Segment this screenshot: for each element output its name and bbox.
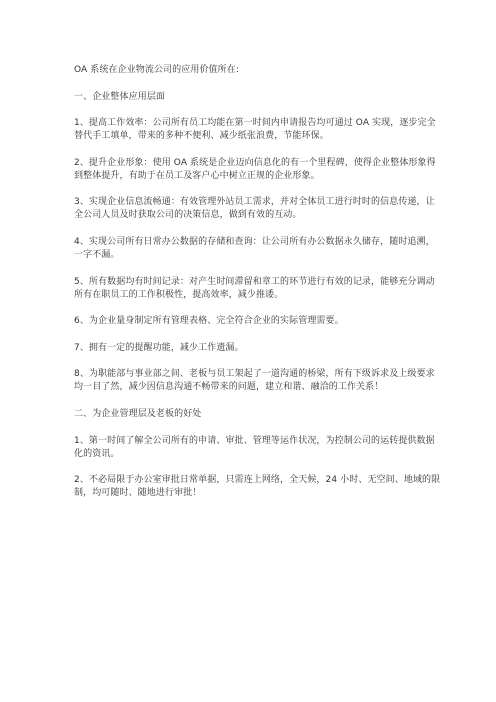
section-heading: 一、企业整体应用层面 <box>74 91 166 102</box>
paragraph-line: 4、实现公司所有日常办公数据的存储和查询：让公司所有办公数据永久储存，随时追溯， <box>74 236 435 247</box>
paragraph-8 <box>74 368 435 394</box>
paragraph-line: 化的资讯。 <box>74 448 120 459</box>
paragraph-line: 2、提升企业形象：使用 OA 系统是企业迈向信息化的有一个里程碑，使得企业整体形象得 <box>74 157 436 168</box>
paragraph-line: 替代手工填单，带来的多种不便利、减少纸张浪费，节能环保。 <box>74 131 329 142</box>
paragraph-line: 所有在职员工的工作积极性，提高效率，减少推诿。 <box>74 289 284 300</box>
section-2 <box>74 408 441 500</box>
paragraph-2 <box>74 474 441 500</box>
paragraph-5 <box>74 276 435 302</box>
paragraph-line: 一字不漏。 <box>74 249 120 260</box>
paragraph-4 <box>74 236 435 262</box>
paragraph-line: 6、为企业量身制定所有管理表格、完全符合企业的实际管理需要。 <box>74 316 344 327</box>
paragraph-7 <box>74 342 422 355</box>
paragraph-6 <box>74 315 422 328</box>
paragraph-line: 均一目了然，减少因信息沟通不畅带来的问题，建立和谐、融洽的工作关系！ <box>74 382 384 393</box>
paragraph-1 <box>74 435 435 461</box>
paragraph-line: 1、提高工作效率：公司所有员工均能在第一时间内申请报告均可通过 OA 实现，逐步完全 <box>74 118 436 129</box>
document-intro: OA 系统在企业物流公司的应用价值所在: <box>74 65 239 75</box>
paragraph-3 <box>74 196 435 222</box>
section-heading: 二、为企业管理层及老板的好处 <box>74 408 202 419</box>
paragraph-line: 到整体提升，有助于在员工及客户心中树立正规的企业形象。 <box>74 170 320 181</box>
paragraph-line: 1、第一时间了解全公司所有的申请、审批、管理等运作状况，为控制公司的运转提供数据 <box>74 435 435 446</box>
paragraph-line: 全公司人员及时获取公司的决策信息，做到有效的互动。 <box>74 210 302 221</box>
paragraph-line: 8、为职能部与事业部之间、老板与员工架起了一道沟通的桥梁，所有下级诉求及上级要求 <box>74 369 435 380</box>
paragraph-line: 2、不必局限于办公室审批日常单据，只需连上网络，全天候，24 小时、无空间、地域的限 <box>74 475 441 486</box>
paragraph-2 <box>74 157 436 183</box>
paragraph-1 <box>74 117 436 143</box>
paragraph-line: 3、实现企业信息流畅通：有效管理外站员工需求，并对全体员工进行时时的信息传递，让 <box>74 197 435 208</box>
paragraph-line: 7、拥有一定的提醒功能，减少工作遗漏。 <box>74 342 244 353</box>
paragraph-line: 5、所有数据均有时间记录：对产生时间滞留和章工的环节进行有效的记录，能够充分调动 <box>74 276 435 287</box>
section-1 <box>74 91 436 395</box>
paragraph-line: 制，均可随时、随地进行审批！ <box>74 488 202 499</box>
